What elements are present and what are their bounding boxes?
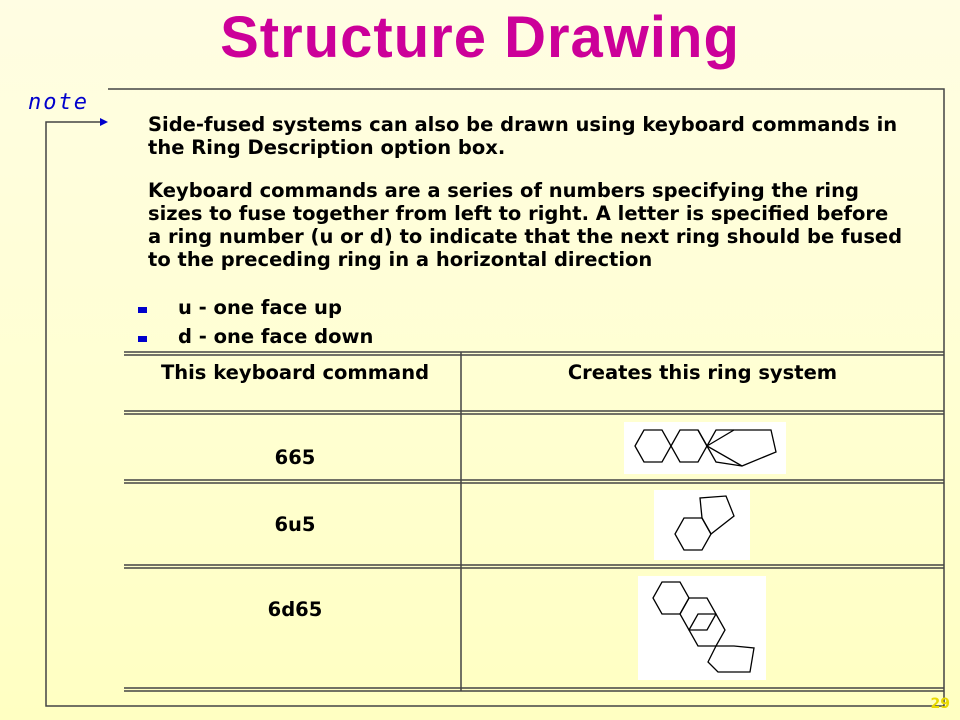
paragraph-2: Keyboard commands are a series of numbers specifying the ring sizes to fuse together from left to right. A letter is specified before a ring number (u or d) to indicate that the next ring should be fused to the preceding ring in a horizontal direction [148,179,903,271]
header-command: This keyboard command [160,361,430,384]
bullet-up-text: u - one face up [178,296,342,319]
bullet-marker-down [138,336,147,342]
linear-fused-6-6-5-icon [624,422,786,474]
header-ring-system: Creates this ring system [567,361,838,384]
6-up-5-icon [654,490,750,560]
command-6u5: 6u5 [274,513,316,536]
bullet-down-text: d - one face down [178,325,374,348]
bullet-marker-up [138,307,147,313]
command-665: 665 [274,446,316,469]
note-label: note [28,90,89,115]
6-down-6-5-icon [638,576,766,680]
command-6d65: 6d65 [267,598,323,621]
paragraph-1: Side-fused systems can also be drawn using keyboard commands in the Ring Description option box. [148,113,898,159]
page-title: Structure Drawing [220,5,740,70]
page-number: 29 [930,696,950,712]
